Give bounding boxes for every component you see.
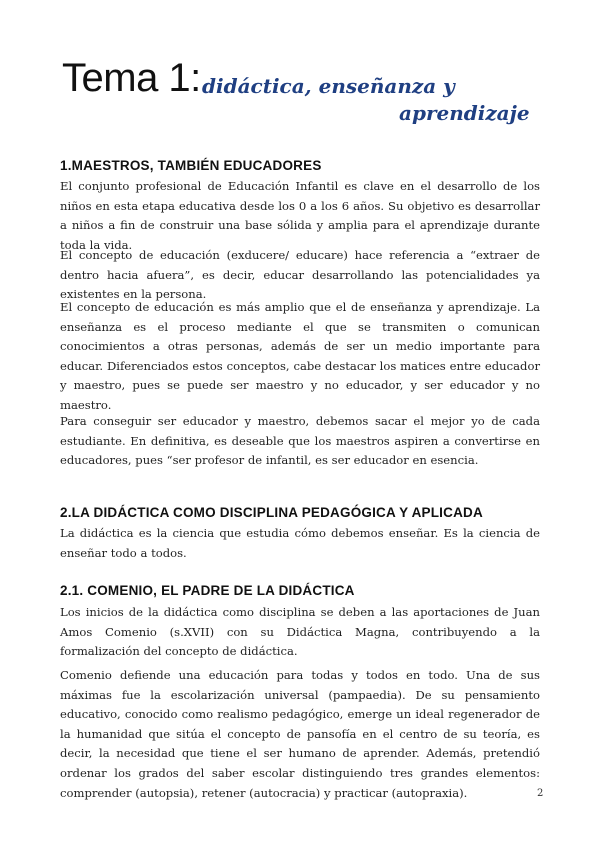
title-main: Tema 1:: [62, 56, 201, 100]
document-title: [62, 56, 542, 136]
paragraph-1-4: Para conseguir ser educador y maestro, debemos sacar el mejor yo de cada estudiante. En definitiva, es deseable que los maestros aspiren a convertirse en educadores, pues “ser profesor de infantil, es ser educador en esencia.: [60, 414, 540, 468]
section-heading-2: 2.LA DIDÁCTICA COMO DISCIPLINA PEDAGÓGICA Y APLICADA: [60, 505, 483, 520]
page-number: 2: [537, 788, 544, 799]
title-script-line-1: didáctica, enseñanza y: [202, 74, 455, 98]
paragraph-1-3: El concepto de educación es más amplio que el de enseñanza y aprendizaje. La enseñanza es el proceso mediante el que se transmiten o comunican conocimientos a otras personas, además de ser un medio importante para educar. Diferenciados estos conceptos, cabe destacar los matices entre educador y maestro, pues se puede ser maestro y no educador, y ser educador y no maestro.: [60, 300, 540, 412]
paragraph-1-1: El conjunto profesional de Educación Infantil es clave en el desarrollo de los niños en esta etapa educativa desde los 0 a los 6 años. Su objetivo es desarrollar a niños a fin de construir una base sólida y amplia para el aprendizaje durante toda la vida.: [60, 179, 540, 252]
title-script-line-2: aprendizaje: [399, 101, 530, 125]
paragraph-1-2: El concepto de educación (exducere/ educare) hace referencia a “extraer de dentro hacia afuera”, es decir, educar desarrollando las potencialidades ya existentes en la persona.: [60, 248, 540, 302]
paragraph-2-1: La didáctica es la ciencia que estudia cómo debemos enseñar. Es la ciencia de enseñar todo a todos.: [60, 526, 540, 560]
paragraph-3-1: Los inicios de la didáctica como disciplina se deben a las aportaciones de Juan Amos Comenio (s.XVII) con su Didáctica Magna, contribuyendo a la formalización del concepto de didáctica.: [60, 605, 540, 659]
section-heading-2-1: 2.1. COMENIO, EL PADRE DE LA DIDÁCTICA: [60, 583, 355, 598]
paragraph-3-2: Comenio defiende una educación para todas y todos en todo. Una de sus máximas fue la escolarización universal (pampaedia). De su pensamiento educativo, conocido como realismo pedagógico, emerge un ideal regenerador de la humanidad que sitúa el concepto de pansofía en el centro de su teoría, es decir, la necesidad que tiene el ser humano de aprender. Además, pretendió ordenar los grados del saber escolar distinguiendo tres grandes elementos: comprender (autopsia), retener (autocracia) y practicar (autopraxia).: [60, 668, 540, 800]
section-heading-1: 1.MAESTROS, TAMBIÉN EDUCADORES: [60, 158, 322, 173]
